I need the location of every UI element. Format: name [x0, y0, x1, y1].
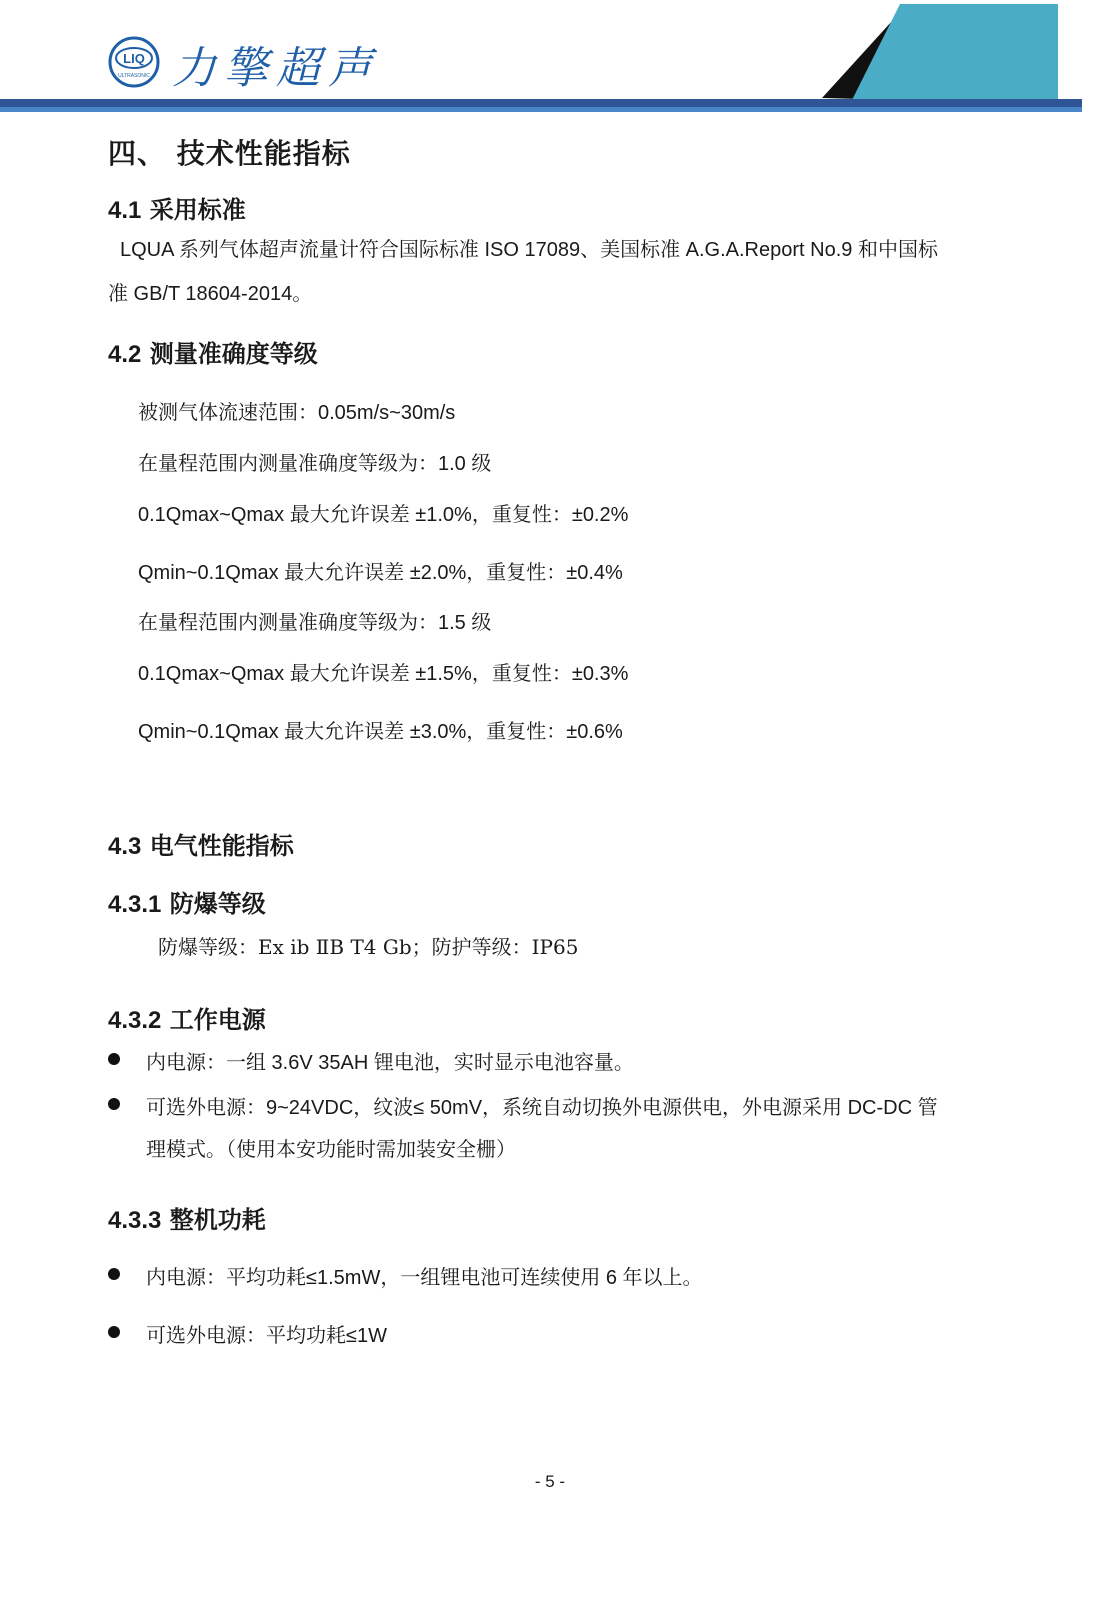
accuracy-line: 被测气体流速范围：0.05m/s~30m/s: [138, 402, 456, 424]
heading-number: 4.2: [108, 341, 142, 368]
heading-4-3: [108, 826, 294, 861]
heading-number: 4.3.1: [108, 891, 162, 918]
heading-number: 4.3: [108, 833, 142, 860]
heading-4-3-3: [108, 1200, 266, 1235]
header-rule-light: [0, 107, 1082, 112]
accuracy-line: Qmin~0.1Qmax 最大允许误差 ±3.0%，重复性：±0.6%: [138, 721, 623, 743]
heading-text: 整机功耗: [169, 1205, 266, 1234]
bullet-icon: [108, 1053, 120, 1065]
heading-4-2: [108, 334, 318, 369]
heading-number: 4.1: [108, 197, 142, 224]
page-number: - 5 -: [534, 1472, 566, 1491]
explosion-proof-text: 防爆等级：Ex ib ⅡB T4 Gb；防护等级：IP65: [158, 935, 579, 959]
accuracy-line: 在量程范围内测量准确度等级为：1.5 级: [138, 612, 492, 634]
heading-text: 工作电源: [169, 1005, 266, 1034]
company-logo-icon: [108, 36, 160, 88]
accuracy-line: 0.1Qmax~Qmax 最大允许误差 ±1.5%，重复性：±0.3%: [138, 663, 629, 685]
heading-text: 电气性能指标: [149, 831, 294, 860]
heading-number: 4.3.3: [108, 1207, 162, 1234]
list-item-continued: 理模式。（使用本安功能时需加装安全栅）: [146, 1139, 516, 1161]
svg-text:ULTRASONIC: ULTRASONIC: [118, 73, 150, 79]
accuracy-line: 0.1Qmax~Qmax 最大允许误差 ±1.0%，重复性：±0.2%: [138, 504, 629, 526]
heading-number: 4.3.2: [108, 1007, 162, 1034]
standard-paragraph-line1: LQUA 系列气体超声流量计符合国际标准 ISO 17089、美国标准 A.G.A.Report No.9 和中国标: [120, 239, 938, 261]
svg-text:LIQ: LIQ: [123, 51, 145, 66]
list-item: 内电源：平均功耗≤1.5mW，一组锂电池可连续使用 6 年以上。: [146, 1267, 703, 1289]
heading-4-1: [108, 190, 246, 225]
standard-paragraph-line2: 准 GB/T 18604-2014。: [108, 283, 313, 305]
list-item: 内电源：一组 3.6V 35AH 锂电池，实时显示电池容量。: [146, 1052, 634, 1074]
list-item: 可选外电源：9~24VDC，纹波≤ 50mV，系统自动切换外电源供电，外电源采用 DC-DC 管: [146, 1097, 938, 1119]
heading-4-3-1: [108, 884, 266, 919]
accuracy-line: 在量程范围内测量准确度等级为：1.0 级: [138, 453, 492, 475]
heading-text: 采用标准: [149, 195, 246, 224]
header-rule: [0, 99, 1082, 107]
section-title: 四、 技术性能指标: [108, 137, 351, 170]
heading-text: 防爆等级: [169, 889, 266, 918]
bullet-icon: [108, 1268, 120, 1280]
heading-4-3-2: [108, 1000, 266, 1035]
page-header: [0, 0, 1100, 118]
heading-text: 测量准确度等级: [149, 339, 318, 368]
bullet-icon: [108, 1098, 120, 1110]
bullet-icon: [108, 1326, 120, 1338]
list-item: 可选外电源：平均功耗≤1W: [146, 1325, 387, 1347]
brand-name: 力擎超声: [172, 43, 380, 94]
accuracy-line: Qmin~0.1Qmax 最大允许误差 ±2.0%，重复性：±0.4%: [138, 562, 623, 584]
